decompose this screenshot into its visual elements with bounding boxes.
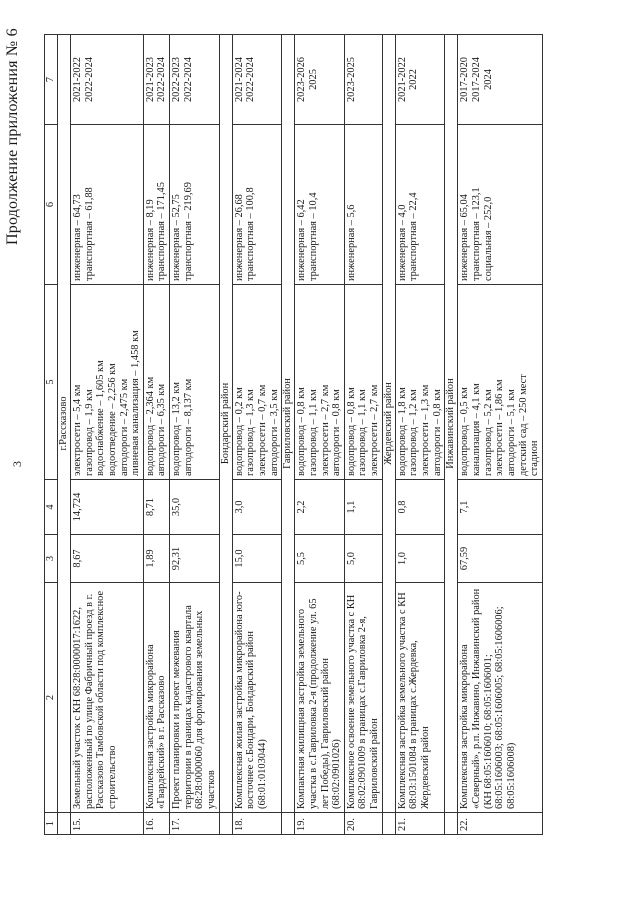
cost-cell [344,125,382,285]
networks-cell [170,285,220,480]
housing-value: 1,1 [344,480,382,535]
cost-cell [170,125,220,285]
area-value: 67,59 [458,535,542,583]
column-number-4: 4 [45,480,58,535]
network-line: водопровод – 2,364 км [144,376,156,476]
network-line: детский сад – 250 мест [517,374,529,476]
network-line: газопровод – 5,2 км [482,389,494,476]
row-number: 18. [232,813,282,835]
networks-cell [71,285,144,480]
period-cell [170,35,220,125]
cost-cell [295,125,345,285]
section-spacer [445,813,458,835]
period-line: 2023-2025 [345,56,357,103]
period-line: 2024 [482,69,494,90]
area-value: 8,67 [71,535,144,583]
row-number: 20. [344,813,382,835]
area-value: 5,0 [344,535,382,583]
row-number: 19. [295,813,345,835]
network-line: электросети – 2,7 км [369,384,381,476]
table-row [458,35,542,835]
project-name: Комплексная застройка микрорайона «Гвардейский» в г. Рассказово [143,583,169,813]
column-number-6: 6 [45,125,58,285]
period-line: 2022 [408,69,420,90]
cost-cell [458,125,542,285]
section-title: Гавриловский район [282,35,295,813]
network-line: водоотведение – 2,256 км [106,363,118,476]
period-line: 2021-2023 [144,56,156,103]
period-line: 2022-2024 [156,56,168,103]
network-line: водоснабжение – 1,605 км [95,360,107,476]
period-line: 2022-2024 [245,56,257,103]
project-name: Комплексная застройка земельного участка с КН 68:03:1501084 в границах с.Жердевка, Жердевский район [395,583,445,813]
column-number-2: 2 [45,583,58,813]
cost-line: инженерная – 64,73 [72,194,83,281]
area-value: 5,5 [295,535,345,583]
period-line: 2021-2024 [233,56,245,103]
housing-value: 14,724 [71,480,144,535]
projects-table [44,34,543,835]
page-number: 3 [10,461,24,467]
network-line: стадион [529,440,541,476]
section-title: Жердевский район [382,35,395,813]
housing-value: 8,71 [143,480,169,535]
project-name: Проект планировки и проект межевания территории в границах кадастрового квартала 68:28:0000060 для формирования земельных участков [170,583,220,813]
period-line: 2023-2026 [296,56,308,103]
area-value: 92,31 [170,535,220,583]
network-line: водопровод – 0,8 км [345,387,357,476]
networks-cell [395,285,445,480]
cost-cell [71,125,144,285]
period-line: 2025 [307,69,319,90]
cost-line: инженерная – 26,68 [233,194,245,281]
section-spacer [219,813,232,835]
period-cell [143,35,169,125]
area-value: 1,89 [143,535,169,583]
network-line: автодороги – 8,137 км [182,378,194,476]
project-name: Комплексная жилая застройка микрорайона юго-восточнее с.Бондари, Бондарский район (68:01:0103044) [232,583,282,813]
cost-cell [395,125,445,285]
table-row [232,35,282,835]
table-row [395,35,445,835]
period-line: 2021-2022 [396,56,408,103]
cost-line: социальная – 252,0 [482,196,494,281]
table-row [71,35,144,835]
housing-value: 35,0 [170,480,220,535]
period-line: 2017-2024 [470,56,482,103]
section-spacer [382,813,395,835]
table-row [143,35,169,835]
period-cell [344,35,382,125]
column-number-3: 3 [45,535,58,583]
networks-cell [232,285,282,480]
row-number: 17. [170,813,220,835]
cost-line: транспортная – 219,69 [182,182,194,281]
section-row [445,35,458,835]
table-row [170,35,220,835]
period-line: 2017-2020 [459,56,471,103]
header-row [45,35,58,835]
network-line: электросети – 0,7 км [256,384,268,476]
column-number-1: 1 [45,813,58,835]
network-line: газопровод – 1,1 км [307,389,319,476]
column-number-5: 5 [45,285,58,480]
row-number: 22. [458,813,542,835]
network-line: газопровод – 1,9 км [83,389,95,476]
cost-cell [143,125,169,285]
networks-cell [143,285,169,480]
cost-line: транспортная – 171,45 [156,182,168,281]
housing-value: 3,0 [232,480,282,535]
column-number-7: 7 [45,35,58,125]
table-row [344,35,382,835]
period-cell [71,35,144,125]
network-line: водопровод – 1,8 км [396,387,408,476]
cost-line: инженерная – 5,6 [345,204,357,281]
row-number: 21. [395,813,445,835]
period-cell [458,35,542,125]
section-title: Инжавинский район [445,35,458,813]
network-line: электросети – 1,3 км [420,384,432,476]
network-line: газопровод – 1,2 км [408,389,420,476]
network-line: автодороги – 2,475 км [118,378,130,476]
cost-line: транспортная – 10,4 [307,192,319,281]
project-name: Комплексная застройка микрорайона «Северный», р.п. Инжавино, Инжавинский район (КН 68:05:1606010; 68:05:1606001; 68:05:1606003; 68:05:1606005; 68:05:1606006; 68:05:1606008) [458,583,542,813]
network-line: электросети – 5,4 км [72,384,83,476]
network-line: автодороги – 5,1 км [505,389,517,476]
cost-line: транспортная – 61,88 [83,187,95,281]
period-cell [395,35,445,125]
network-line: автодороги – 0,8 км [431,389,443,476]
networks-cell [344,285,382,480]
table-row [295,35,345,835]
section-title: Бондарский район [219,35,232,813]
cost-line: инженерная – 4,0 [396,204,408,281]
network-line: газопровод – 1,1 км [357,389,369,476]
section-row [282,35,295,835]
cost-line: транспортная – 22,4 [408,192,420,281]
row-number: 15. [71,813,144,835]
period-line: 2022-2024 [83,56,95,103]
section-spacer [282,813,295,835]
networks-cell [295,285,345,480]
period-line: 2021-2022 [72,56,83,103]
housing-value: 7,1 [458,480,542,535]
cost-line: транспортная – 123,1 [470,187,482,281]
row-number: 16. [143,813,169,835]
area-value: 1,0 [395,535,445,583]
network-line: автодороги – 6,35 км [156,383,168,476]
period-line: 2022-2024 [182,56,194,103]
network-line: электросети – 1,86 км [494,379,506,476]
network-line: электросети – 2,7 км [319,384,331,476]
housing-value: 0,8 [395,480,445,535]
section-row [382,35,395,835]
section-title: г.Рассказово [58,35,71,813]
project-name: Комплексное освоение земельного участка с КН 68:02:0901009 в границах с.Гавриловка 2-я, Гавриловский район [344,583,382,813]
section-spacer [58,813,71,835]
network-line: канализация – 4,1 км [470,383,482,476]
network-line: автодороги – 0,8 км [331,389,343,476]
cost-line: транспортная – 100,8 [245,187,257,281]
section-row [219,35,232,835]
network-line: водопровод – 0,2 км [233,387,245,476]
networks-cell [458,285,542,480]
period-line: 2022-2023 [171,56,183,103]
period-cell [232,35,282,125]
network-line: газопровод – 1,3 км [245,389,257,476]
cost-line: инженерная – 8,19 [144,199,156,281]
network-line: водопровод – 0,5 км [459,387,471,476]
section-row [58,35,71,835]
period-cell [295,35,345,125]
area-value: 15,0 [232,535,282,583]
cost-line: инженерная – 65,04 [459,194,471,281]
cost-cell [232,125,282,285]
network-line: автодороги – 3,5 км [268,389,280,476]
project-name: Компактная жилищная застройка земельного участка в с.Гавриловка 2-я (продолжение ул. 65 лет Победы), Гавриловский район (68:02:0901026) [295,583,345,813]
continuation-title: Продолжение приложения № 6 [4,28,21,245]
cost-line: инженерная – 6,42 [296,199,308,281]
housing-value: 2,2 [295,480,345,535]
network-line: водопровод – 0,8 км [296,387,308,476]
project-name: Земельный участок с КН 68:28:0000017:1622, расположенный по улице Фабричный проезд в г. Рассказово Тамбовской области под комплексное строительство [71,583,144,813]
network-line: ливневая канализация – 1,458 км [130,330,142,476]
network-line: водопровод – 13,2 км [171,382,183,476]
cost-line: инженерная – 52,75 [171,194,183,281]
